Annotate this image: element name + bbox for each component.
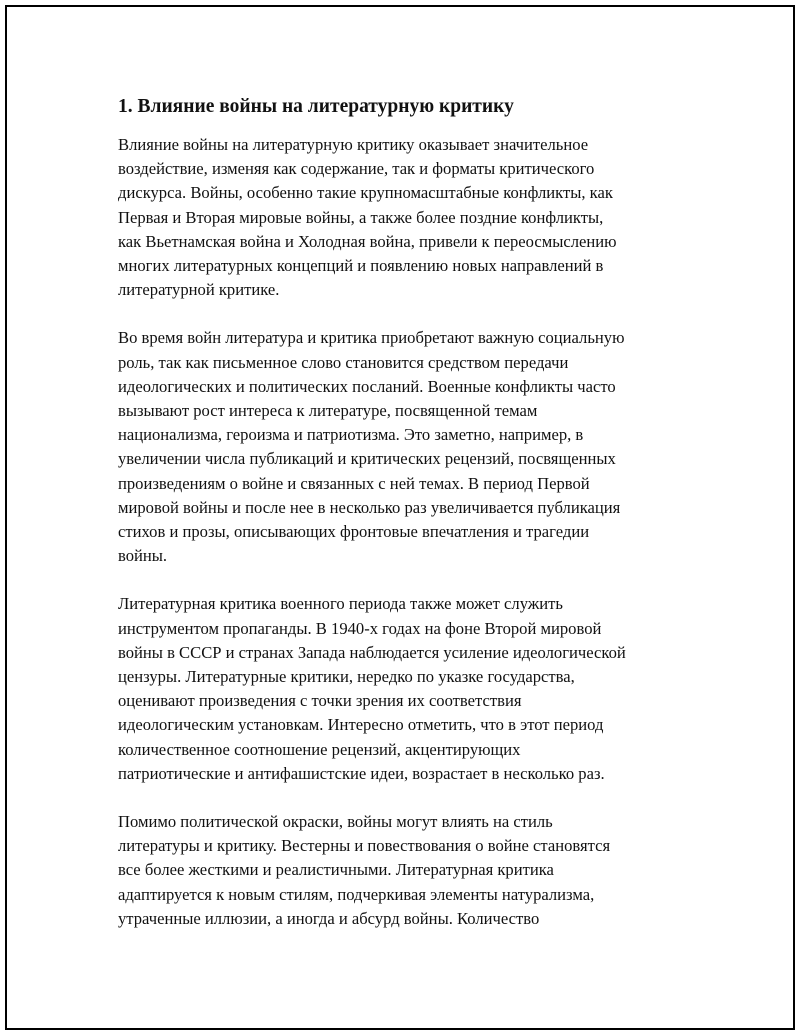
text-line: как Вьетнамская война и Холодная война, привели к переосмыслению	[118, 231, 617, 251]
text-line: дискурса. Войны, особенно такие крупномасштабные конфликты, как	[118, 183, 613, 203]
text-line: идеологическим установкам. Интересно отметить, что в этот период	[118, 715, 604, 735]
paragraph-2	[118, 326, 684, 568]
text-line: инструментом пропаганды. В 1940-х годах на фоне Второй мировой	[118, 618, 602, 638]
text-line: утраченные иллюзии, а иногда и абсурд войны. Количество	[118, 908, 540, 928]
text-line: оценивают произведения с точки зрения их соответствия	[118, 691, 522, 711]
text-line: литературы и критику. Вестерны и повествования о войне становятся	[118, 836, 611, 856]
text-line: Первая и Вторая мировые войны, а также более поздние конфликты,	[118, 207, 604, 227]
text-line: произведениям о войне и связанных с ней темах. В период Первой	[118, 473, 590, 493]
text-line: Помимо политической окраски, войны могут влиять на стиль	[118, 812, 553, 832]
text-line: адаптируется к новым стилям, подчеркивая элементы натурализма,	[118, 884, 595, 904]
text-line: Литературная критика военного периода также может служить	[118, 594, 563, 614]
text-line: идеологических и политических посланий. Военные конфликты часто	[118, 376, 616, 396]
text-line: роль, так как письменное слово становится средством передачи	[118, 352, 569, 372]
text-line: все более жесткими и реалистичными. Литературная критика	[118, 860, 554, 880]
paragraph-4	[118, 810, 684, 931]
text-line: мировой войны и после нее в несколько раз увеличивается публикация	[118, 497, 621, 517]
document-body	[118, 94, 684, 955]
text-line: вызывают рост интереса к литературе, посвященной темам	[118, 401, 538, 421]
text-line: стихов и прозы, описывающих фронтовые впечатления и трагедии	[118, 522, 590, 542]
section-heading: 1. Влияние войны на литературную критику	[118, 96, 514, 117]
text-line: количественное соотношение рецензий, акцентирующих	[118, 739, 521, 759]
text-line: литературной критике.	[118, 280, 280, 300]
text-line: национализма, героизма и патриотизма. Это заметно, например, в	[118, 425, 584, 445]
paragraph-3	[118, 592, 684, 786]
text-line: войны.	[118, 546, 168, 566]
text-line: увеличении числа публикаций и критических рецензий, посвященных	[118, 449, 616, 469]
text-line: войны в СССР и странах Запада наблюдается усиление идеологической	[118, 642, 626, 662]
paragraph-1	[118, 133, 684, 302]
text-line: воздействие, изменяя как содержание, так и форматы критического	[118, 159, 595, 179]
text-line: многих литературных концепций и появлению новых направлений в	[118, 256, 604, 276]
text-line: цензуры. Литературные критики, нередко по указке государства,	[118, 667, 575, 687]
text-line: Влияние войны на литературную критику оказывает значительное	[118, 135, 589, 154]
text-line: патриотические и антифашистские идеи, возрастает в несколько раз.	[118, 763, 605, 783]
text-line: Во время войн литература и критика приобретают важную социальную	[118, 328, 625, 348]
